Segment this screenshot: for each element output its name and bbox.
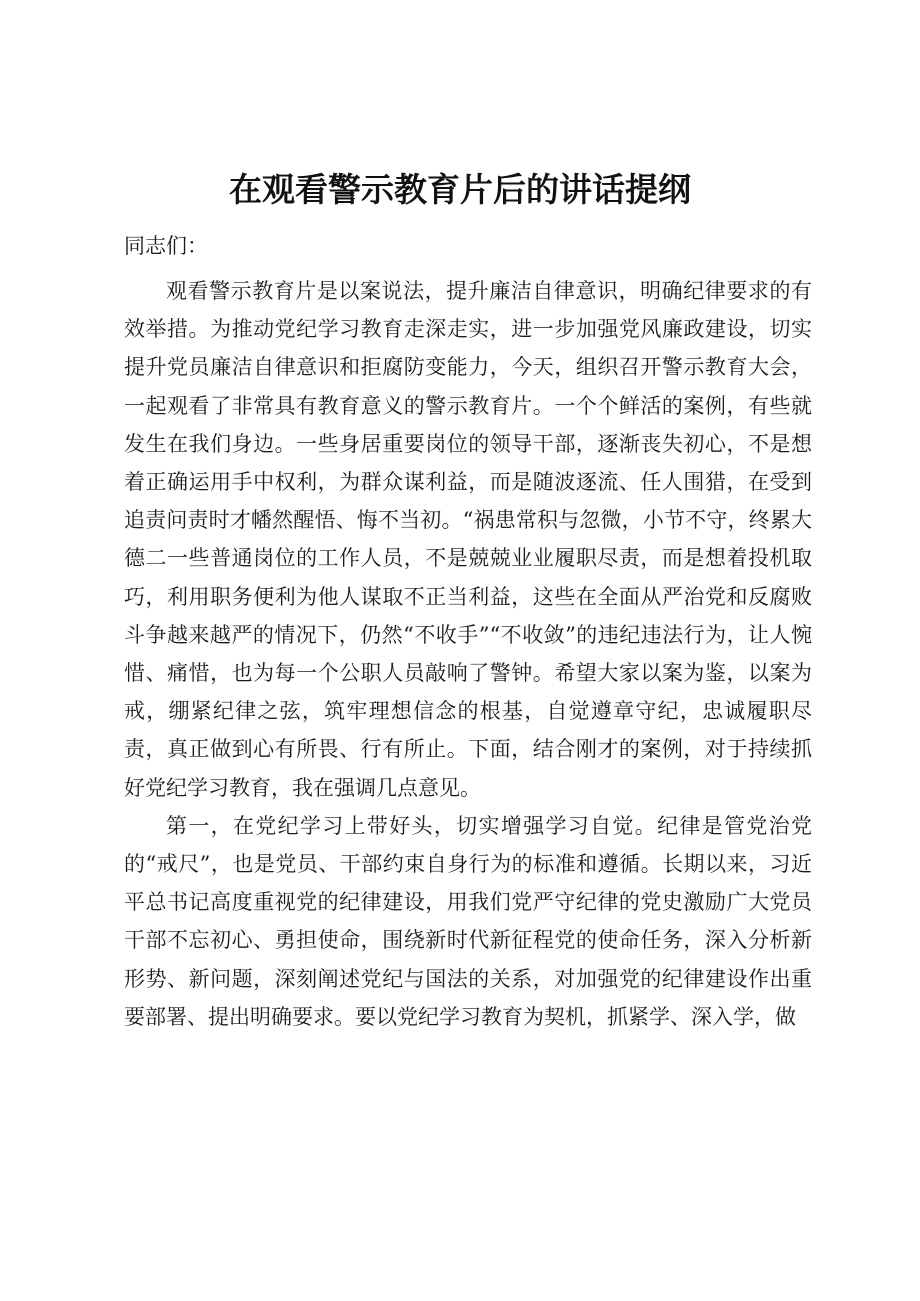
- salutation: 同志们：: [124, 234, 208, 258]
- document-body: [124, 226, 812, 1036]
- document-title: 在观看警示教育片后的讲话提纲: [229, 170, 691, 209]
- paragraph-1: 观看警示教育片是以案说法，提升廉洁自律意识，明确纪律要求的有效举措。为推动党纪学习教育走深走实，进一步加强党风廉政建设，切实提升党员廉洁自律意识和拒腐防变能力，今天，组织召开警示教育大会，一起观看了非常具有教育意义的警示教育片。一个个鲜活的案例，有些就发生在我们身边。一些身居重要岗位的领导干部，逐渐丧失初心，不是想着正确运用手中权利，为群众谋利益，而是随波逐流、任人围猎，在受到追责问责时才幡然醒悟、悔不当初。“祸患常积与忽微，小节不守，终累大德二一些普通岗位的工作人员，不是兢兢业业履职尽责，而是想着投机取巧，利用职务便利为他人谋取不正当利益，这些在全面从严治党和反腐败斗争越来越严的情况下，仍然“不收手”“不收敛”的违纪违法行为，让人惋惜、痛惜，也为每一个公职人员敲响了警钟。希望大家以案为鉴，以案为戒，绷紧纪律之弦，筑牢理想信念的根基，自觉遵章守纪，忠诚履职尽责，真正做到心有所畏、行有所止。下面，结合刚才的案例，对于持续抓好党纪学习教育，我在强调几点意见。: [124, 279, 812, 800]
- paragraph-2: 第一，在党纪学习上带好头，切实增强学习自觉。纪律是管党治党的“戒尺”，也是党员、干部约束自身行为的标准和遵循。长期以来，习近平总书记高度重视党的纪律建设，用我们党严守纪律的党史激励广大党员干部不忘初心、勇担使命，围绕新时代新征程党的使命任务，深入分析新形势、新问题，深刻阐述党纪与国法的关系，对加强党的纪律建设作出重要部署、提出明确要求。要以党纪学习教育为契机，抓紧学、深入学，做: [124, 813, 812, 1029]
